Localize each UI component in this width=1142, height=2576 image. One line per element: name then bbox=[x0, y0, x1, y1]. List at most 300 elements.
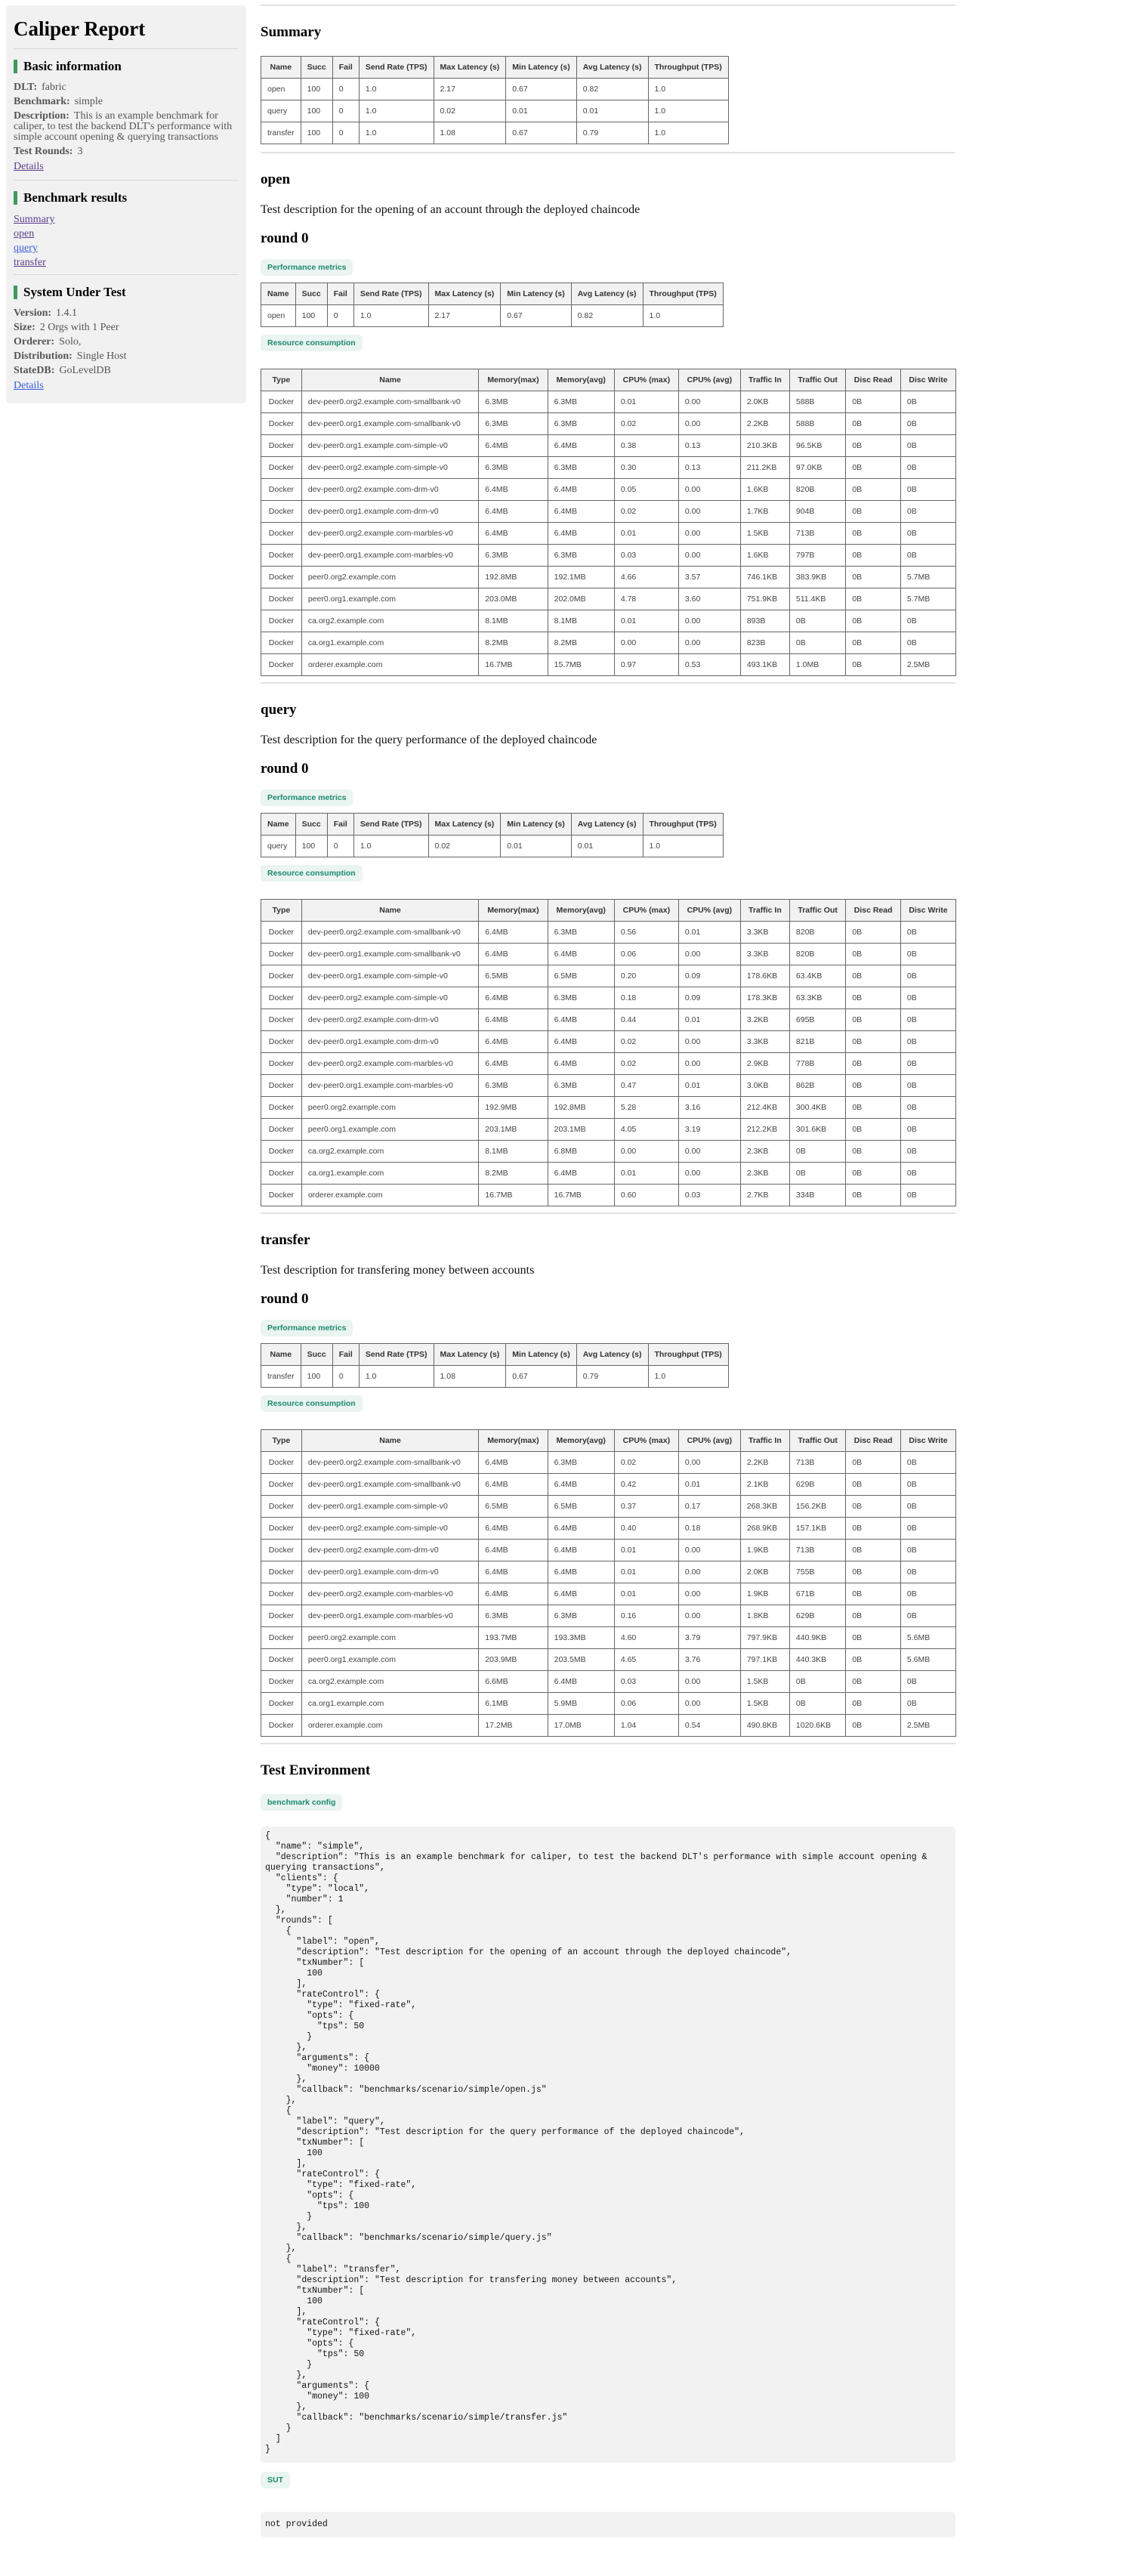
table-cell: 746.1KB bbox=[740, 567, 789, 588]
table-cell: dev-peer0.org1.example.com-simple-v0 bbox=[301, 965, 478, 987]
table-cell: 820B bbox=[789, 922, 845, 944]
column-header: Max Latency (s) bbox=[434, 1344, 506, 1366]
table-cell: 8.1MB bbox=[479, 610, 548, 632]
table-cell: 0.53 bbox=[678, 654, 740, 676]
divider bbox=[261, 1212, 955, 1214]
table-cell: 203.0MB bbox=[479, 588, 548, 610]
table-cell: 0B bbox=[900, 1163, 955, 1185]
table-row bbox=[261, 1671, 956, 1693]
table-cell: dev-peer0.org2.example.com-marbles-v0 bbox=[301, 1053, 478, 1075]
table-cell: 0.01 bbox=[576, 100, 648, 122]
table-row bbox=[261, 1119, 956, 1141]
basic-info-heading: Basic information bbox=[14, 60, 239, 73]
table-cell: 0B bbox=[846, 922, 901, 944]
table-cell: 0.00 bbox=[678, 1053, 740, 1075]
table-cell: Docker bbox=[261, 1671, 302, 1693]
column-header: Max Latency (s) bbox=[434, 57, 506, 79]
table-cell: 212.2KB bbox=[740, 1119, 789, 1141]
table-cell: Docker bbox=[261, 479, 302, 501]
table-row bbox=[261, 944, 956, 965]
table-cell: Docker bbox=[261, 1605, 302, 1627]
divider bbox=[14, 274, 239, 275]
column-header: Memory(max) bbox=[479, 369, 548, 391]
table-cell: 0B bbox=[846, 1031, 901, 1053]
table-cell: 0B bbox=[789, 1141, 845, 1163]
table-cell: 6.4MB bbox=[548, 1561, 614, 1583]
table-cell: Docker bbox=[261, 1031, 302, 1053]
table-cell: 3.3KB bbox=[740, 922, 789, 944]
table-cell: 1.6KB bbox=[740, 545, 789, 567]
table-cell: 0.79 bbox=[576, 122, 648, 144]
table-cell: 6.3MB bbox=[548, 922, 614, 944]
column-header: Throughput (TPS) bbox=[648, 1344, 728, 1366]
summary-title: Summary bbox=[261, 24, 322, 40]
table-cell: 5.6MB bbox=[900, 1649, 955, 1671]
table-cell: 588B bbox=[789, 413, 845, 435]
table-cell: Docker bbox=[261, 1561, 302, 1583]
info-key: DLT: bbox=[14, 82, 38, 93]
table-cell: 0.01 bbox=[571, 836, 643, 857]
table-cell: 6.4MB bbox=[479, 944, 548, 965]
table-row bbox=[261, 1097, 956, 1119]
table-cell: Docker bbox=[261, 1474, 302, 1496]
table-cell: 713B bbox=[789, 523, 845, 545]
table-cell: 1.0 bbox=[648, 79, 728, 100]
divider bbox=[261, 1743, 955, 1744]
table-cell: 6.4MB bbox=[548, 1518, 614, 1540]
table-cell: 0.17 bbox=[678, 1496, 740, 1518]
table-cell: 797.9KB bbox=[740, 1627, 789, 1649]
table-cell: 893B bbox=[740, 610, 789, 632]
table-cell: 15.7MB bbox=[548, 654, 614, 676]
table-cell: Docker bbox=[261, 1009, 302, 1031]
table-cell: 203.9MB bbox=[479, 1649, 548, 1671]
table-cell: 0B bbox=[846, 1053, 901, 1075]
column-header: Disc Read bbox=[846, 1430, 901, 1452]
table-cell: 17.2MB bbox=[479, 1715, 548, 1737]
table-cell: 0 bbox=[332, 100, 359, 122]
table-cell: Docker bbox=[261, 1185, 302, 1206]
column-header: Memory(max) bbox=[479, 900, 548, 922]
info-value: 1.4.1 bbox=[56, 307, 78, 319]
table-cell: dev-peer0.org2.example.com-simple-v0 bbox=[301, 1518, 478, 1540]
info-key: StateDB: bbox=[14, 365, 55, 376]
table-cell: 3.76 bbox=[678, 1649, 740, 1671]
table-cell: Docker bbox=[261, 1715, 302, 1737]
table-cell: 203.1MB bbox=[548, 1119, 614, 1141]
table-cell: 0.00 bbox=[678, 501, 740, 523]
table-cell: dev-peer0.org2.example.com-drm-v0 bbox=[301, 479, 478, 501]
table-cell: dev-peer0.org2.example.com-simple-v0 bbox=[301, 457, 478, 479]
table-cell: 440.9KB bbox=[789, 1627, 845, 1649]
table-cell: 797.1KB bbox=[740, 1649, 789, 1671]
table-cell: 6.3MB bbox=[479, 457, 548, 479]
table-cell: Docker bbox=[261, 588, 302, 610]
table-cell: 0B bbox=[900, 1031, 955, 1053]
table-row bbox=[261, 610, 956, 632]
table-cell: 440.3KB bbox=[789, 1649, 845, 1671]
column-header: Min Latency (s) bbox=[506, 57, 576, 79]
round-section-query bbox=[261, 682, 955, 1206]
table-cell: 751.9KB bbox=[740, 588, 789, 610]
column-header: Disc Read bbox=[846, 900, 901, 922]
table-cell: 0 bbox=[332, 1366, 359, 1388]
table-row bbox=[261, 122, 729, 144]
column-header: Type bbox=[261, 900, 302, 922]
table-cell: 8.1MB bbox=[479, 1141, 548, 1163]
table-cell: dev-peer0.org2.example.com-smallbank-v0 bbox=[301, 1452, 478, 1474]
table-cell: 100 bbox=[301, 1366, 332, 1388]
table-cell: 0B bbox=[900, 1185, 955, 1206]
table-cell: 4.05 bbox=[614, 1119, 678, 1141]
table-cell: 0B bbox=[846, 1518, 901, 1540]
round-section-open bbox=[261, 152, 955, 676]
table-cell: 1.7KB bbox=[740, 501, 789, 523]
table-row bbox=[261, 922, 956, 944]
table-cell: 5.7MB bbox=[900, 588, 955, 610]
table-cell: 755B bbox=[789, 1561, 845, 1583]
table-cell: 6.4MB bbox=[479, 1583, 548, 1605]
column-header: Fail bbox=[332, 57, 359, 79]
table-cell: 0B bbox=[900, 479, 955, 501]
table-cell: peer0.org2.example.com bbox=[301, 567, 478, 588]
table-cell: 0.67 bbox=[506, 1366, 576, 1388]
info-item bbox=[14, 147, 239, 157]
test-environment-title: Test Environment bbox=[261, 1762, 371, 1778]
table-cell: 0.00 bbox=[678, 1540, 740, 1561]
table-header-row bbox=[261, 1344, 729, 1366]
table-cell: Docker bbox=[261, 1141, 302, 1163]
table-cell: 2.1KB bbox=[740, 1474, 789, 1496]
table-row bbox=[261, 1366, 729, 1388]
table-cell: open bbox=[261, 79, 301, 100]
table-cell: 0.82 bbox=[571, 305, 643, 327]
table-cell: 6.3MB bbox=[548, 987, 614, 1009]
table-cell: 2.17 bbox=[434, 79, 506, 100]
info-value: simple bbox=[74, 96, 103, 107]
table-cell: 0B bbox=[900, 944, 955, 965]
table-cell: 0B bbox=[846, 1141, 901, 1163]
table-row bbox=[261, 1053, 956, 1075]
info-item bbox=[14, 111, 239, 143]
table-cell: 588B bbox=[789, 391, 845, 413]
table-cell: dev-peer0.org2.example.com-smallbank-v0 bbox=[301, 391, 478, 413]
table-row bbox=[261, 1605, 956, 1627]
table-row bbox=[261, 1715, 956, 1737]
nav-link-open[interactable]: open bbox=[14, 228, 35, 239]
table-cell: dev-peer0.org1.example.com-smallbank-v0 bbox=[301, 944, 478, 965]
table-cell: 192.9MB bbox=[479, 1097, 548, 1119]
table-cell: 63.4KB bbox=[789, 965, 845, 987]
table-row bbox=[261, 1163, 956, 1185]
table-cell: 0B bbox=[900, 1583, 955, 1605]
info-key: Distribution: bbox=[14, 351, 73, 362]
table-cell: 6.4MB bbox=[548, 1671, 614, 1693]
table-header-row bbox=[261, 814, 724, 836]
table-cell: 0B bbox=[846, 654, 901, 676]
table-row bbox=[261, 654, 956, 676]
table-cell: 6.4MB bbox=[548, 1009, 614, 1031]
table-cell: 2.7KB bbox=[740, 1185, 789, 1206]
table-row bbox=[261, 588, 956, 610]
table-cell: Docker bbox=[261, 1627, 302, 1649]
table-cell: 0.05 bbox=[614, 479, 678, 501]
table-cell: ca.org1.example.com bbox=[301, 632, 478, 654]
info-value: This is an example benchmark for caliper, to test the backend DLT's performance with simple account opening & querying transactions bbox=[14, 110, 233, 143]
table-cell: 0B bbox=[900, 965, 955, 987]
table-row bbox=[261, 457, 956, 479]
basic-details-link[interactable]: Details bbox=[14, 161, 44, 172]
table-cell: 0.54 bbox=[678, 1715, 740, 1737]
table-cell: dev-peer0.org1.example.com-drm-v0 bbox=[301, 1561, 478, 1583]
table-cell: 3.19 bbox=[678, 1119, 740, 1141]
table-cell: 0B bbox=[846, 1627, 901, 1649]
table-cell: 6.4MB bbox=[479, 1540, 548, 1561]
table-cell: 1.5KB bbox=[740, 523, 789, 545]
table-cell: 0B bbox=[846, 501, 901, 523]
table-cell: 0B bbox=[846, 457, 901, 479]
table-cell: ca.org1.example.com bbox=[301, 1693, 478, 1715]
nav-link-query[interactable]: query bbox=[14, 242, 38, 254]
column-header: CPU% (max) bbox=[614, 900, 678, 922]
table-cell: 178.3KB bbox=[740, 987, 789, 1009]
table-cell: 0B bbox=[900, 545, 955, 567]
table-cell: 0.00 bbox=[678, 1583, 740, 1605]
table-cell: 0.03 bbox=[678, 1185, 740, 1206]
table-cell: 0B bbox=[789, 632, 845, 654]
table-row bbox=[261, 1561, 956, 1583]
table-row bbox=[261, 435, 956, 457]
column-header: Succ bbox=[301, 1344, 332, 1366]
column-header: Send Rate (TPS) bbox=[359, 1344, 434, 1366]
table-cell: 301.6KB bbox=[789, 1119, 845, 1141]
table-cell: 511.4KB bbox=[789, 588, 845, 610]
table-cell: 100 bbox=[301, 79, 332, 100]
table-cell: 100 bbox=[301, 100, 332, 122]
table-cell: 629B bbox=[789, 1474, 845, 1496]
table-cell: 1.0 bbox=[359, 79, 434, 100]
column-header: Min Latency (s) bbox=[501, 814, 571, 836]
info-key: Test Rounds: bbox=[14, 146, 73, 157]
table-cell: Docker bbox=[261, 654, 302, 676]
nav-link-transfer[interactable]: transfer bbox=[14, 257, 46, 268]
table-cell: 862B bbox=[789, 1075, 845, 1097]
performance-metrics-badge: Performance metrics bbox=[261, 789, 353, 806]
table-cell: Docker bbox=[261, 965, 302, 987]
column-header: Name bbox=[261, 283, 296, 305]
table-cell: 2.17 bbox=[428, 305, 501, 327]
table-cell: 0 bbox=[332, 122, 359, 144]
info-item bbox=[14, 82, 239, 93]
table-cell: 0.00 bbox=[678, 1671, 740, 1693]
sut-heading: System Under Test bbox=[14, 286, 239, 299]
benchmark-config-code: { "name": "simple", "description": "This is an example benchmark for caliper, to test the backend DLT's performance with simple account opening & querying transactions", "clients": { "type": "local", "number": 1 }, "rounds": [ { "label": "open", "description": "Test description for the opening of an account through the deployed chaincode", "txNumber": [ 100 ], "rateControl": { "type": "fixed-rate", "opts": { "tps": 50 } }, "arguments": { "money": 10000 }, "callback": "benchmarks/scenario/simple/open.js" }, { "label": "query", "description": "Test description for the query performance of the deployed chaincode", "txNumber": [ 100 ], "rateControl": { "type": "fixed-rate", "opts": { "tps": 100 } }, "callback": "benchmarks/scenario/simple/query.js" }, { "label": "transfer", "description": "Test description for transfering money between accounts", "txNumber": [ 100 ], "rateControl": { "type": "fixed-rate", "opts": { "tps": 50 } }, "arguments": { "money": 100 }, "callback": "benchmarks/scenario/simple/transfer.js" } ] } bbox=[261, 1827, 955, 2463]
column-header: Disc Read bbox=[846, 369, 901, 391]
column-header: CPU% (avg) bbox=[678, 1430, 740, 1452]
table-cell: 797B bbox=[789, 545, 845, 567]
nav-link-summary[interactable]: Summary bbox=[14, 214, 55, 225]
table-cell: 0B bbox=[846, 1009, 901, 1031]
table-row bbox=[261, 1693, 956, 1715]
table-cell: 6.3MB bbox=[479, 413, 548, 435]
column-header: Min Latency (s) bbox=[501, 283, 571, 305]
table-cell: 5.9MB bbox=[548, 1693, 614, 1715]
table-cell: orderer.example.com bbox=[301, 654, 478, 676]
table-cell: 383.9KB bbox=[789, 567, 845, 588]
table-cell: 1.9KB bbox=[740, 1583, 789, 1605]
table-cell: 6.3MB bbox=[479, 545, 548, 567]
table-cell: 0 bbox=[332, 79, 359, 100]
benchmark-config-badge: benchmark config bbox=[261, 1794, 342, 1811]
table-cell: 0.01 bbox=[614, 523, 678, 545]
table-cell: dev-peer0.org1.example.com-simple-v0 bbox=[301, 435, 478, 457]
table-cell: 3.3KB bbox=[740, 1031, 789, 1053]
table-cell: Docker bbox=[261, 1518, 302, 1540]
column-header: Send Rate (TPS) bbox=[353, 283, 428, 305]
table-cell: Docker bbox=[261, 523, 302, 545]
table-cell: 0.79 bbox=[576, 1366, 648, 1388]
column-header: Traffic Out bbox=[789, 900, 845, 922]
info-item bbox=[14, 323, 239, 333]
table-cell: Docker bbox=[261, 1452, 302, 1474]
table-cell: 178.6KB bbox=[740, 965, 789, 987]
table-cell: Docker bbox=[261, 435, 302, 457]
sut-badge: SUT bbox=[261, 2472, 290, 2488]
info-key: Benchmark: bbox=[14, 96, 70, 107]
table-cell: 8.2MB bbox=[548, 632, 614, 654]
table-cell: 0.02 bbox=[614, 1053, 678, 1075]
table-cell: 0B bbox=[900, 1009, 955, 1031]
column-header: Memory(avg) bbox=[548, 369, 614, 391]
table-cell: 1.0 bbox=[643, 305, 723, 327]
table-cell: 0B bbox=[846, 1474, 901, 1496]
table-cell: Docker bbox=[261, 1097, 302, 1119]
table-header-row bbox=[261, 57, 729, 79]
table-cell: 0B bbox=[846, 1649, 901, 1671]
table-cell: 0.02 bbox=[428, 836, 501, 857]
table-cell: 6.4MB bbox=[548, 523, 614, 545]
table-cell: 300.4KB bbox=[789, 1097, 845, 1119]
table-cell: 0.09 bbox=[678, 987, 740, 1009]
table-cell: 6.4MB bbox=[479, 987, 548, 1009]
table-cell: 6.4MB bbox=[548, 1474, 614, 1496]
table-cell: 4.78 bbox=[614, 588, 678, 610]
info-item bbox=[14, 351, 239, 362]
table-cell: 0B bbox=[789, 1671, 845, 1693]
table-cell: 268.3KB bbox=[740, 1496, 789, 1518]
table-cell: 0.01 bbox=[678, 1474, 740, 1496]
sut-details-link[interactable]: Details bbox=[14, 380, 44, 391]
table-cell: query bbox=[261, 100, 301, 122]
table-cell: 0.00 bbox=[678, 523, 740, 545]
table-cell: 4.66 bbox=[614, 567, 678, 588]
table-cell: 0B bbox=[900, 501, 955, 523]
info-value: 2 Orgs with 1 Peer bbox=[39, 322, 119, 333]
table-row bbox=[261, 1583, 956, 1605]
table-cell: 0B bbox=[900, 922, 955, 944]
divider bbox=[14, 180, 239, 181]
table-cell: 0B bbox=[846, 610, 901, 632]
table-cell: 63.3KB bbox=[789, 987, 845, 1009]
table-cell: 0.13 bbox=[678, 435, 740, 457]
table-header-row bbox=[261, 283, 724, 305]
table-cell: 17.0MB bbox=[548, 1715, 614, 1737]
table-cell: 0B bbox=[789, 1163, 845, 1185]
table-cell: 0.01 bbox=[614, 1583, 678, 1605]
column-header: Memory(avg) bbox=[548, 900, 614, 922]
table-cell: 0B bbox=[789, 1693, 845, 1715]
table-cell: ca.org1.example.com bbox=[301, 1163, 478, 1185]
table-cell: 3.0KB bbox=[740, 1075, 789, 1097]
performance-table bbox=[261, 283, 724, 327]
table-cell: 0.42 bbox=[614, 1474, 678, 1496]
table-cell: 6.3MB bbox=[548, 1452, 614, 1474]
table-cell: 100 bbox=[295, 836, 327, 857]
table-cell: 203.1MB bbox=[479, 1119, 548, 1141]
table-cell: 0.01 bbox=[678, 1009, 740, 1031]
table-cell: Docker bbox=[261, 567, 302, 588]
table-cell: Docker bbox=[261, 457, 302, 479]
table-cell: 0B bbox=[846, 944, 901, 965]
table-cell: 0 bbox=[327, 305, 353, 327]
table-cell: 671B bbox=[789, 1583, 845, 1605]
table-cell: 6.5MB bbox=[548, 1496, 614, 1518]
table-cell: 1.0 bbox=[648, 122, 728, 144]
table-row bbox=[261, 1031, 956, 1053]
table-cell: 203.5MB bbox=[548, 1649, 614, 1671]
table-cell: 0B bbox=[846, 1496, 901, 1518]
table-header-row bbox=[261, 369, 956, 391]
table-cell: 96.5KB bbox=[789, 435, 845, 457]
column-header: Name bbox=[301, 1430, 478, 1452]
table-cell: 0B bbox=[846, 1075, 901, 1097]
column-header: Throughput (TPS) bbox=[643, 814, 723, 836]
table-cell: 0B bbox=[846, 588, 901, 610]
table-cell: 6.5MB bbox=[548, 965, 614, 987]
round-label: query bbox=[261, 702, 297, 718]
round-title: round 0 bbox=[261, 230, 309, 246]
info-item bbox=[14, 308, 239, 319]
table-cell: 0.82 bbox=[576, 79, 648, 100]
table-cell: 0.00 bbox=[678, 1605, 740, 1627]
table-cell: 6.4MB bbox=[548, 479, 614, 501]
column-header: Send Rate (TPS) bbox=[353, 814, 428, 836]
table-cell: dev-peer0.org1.example.com-smallbank-v0 bbox=[301, 1474, 478, 1496]
column-header: CPU% (max) bbox=[614, 369, 678, 391]
table-cell: transfer bbox=[261, 122, 301, 144]
table-cell: 16.7MB bbox=[548, 1185, 614, 1206]
column-header: CPU% (max) bbox=[614, 1430, 678, 1452]
table-row bbox=[261, 567, 956, 588]
column-header: Avg Latency (s) bbox=[576, 57, 648, 79]
table-cell: dev-peer0.org1.example.com-drm-v0 bbox=[301, 501, 478, 523]
table-cell: 0.44 bbox=[614, 1009, 678, 1031]
table-cell: Docker bbox=[261, 922, 302, 944]
table-cell: 713B bbox=[789, 1452, 845, 1474]
table-cell: 0.00 bbox=[678, 632, 740, 654]
table-cell: 6.4MB bbox=[548, 1163, 614, 1185]
table-cell: Docker bbox=[261, 987, 302, 1009]
table-cell: 820B bbox=[789, 944, 845, 965]
table-cell: 0.60 bbox=[614, 1185, 678, 1206]
column-header: Name bbox=[301, 369, 478, 391]
table-cell: 0.01 bbox=[501, 836, 571, 857]
column-header: Send Rate (TPS) bbox=[359, 57, 434, 79]
round-title: round 0 bbox=[261, 761, 309, 777]
table-cell: dev-peer0.org2.example.com-smallbank-v0 bbox=[301, 922, 478, 944]
round-label: transfer bbox=[261, 1232, 310, 1248]
table-cell: 16.7MB bbox=[479, 1185, 548, 1206]
